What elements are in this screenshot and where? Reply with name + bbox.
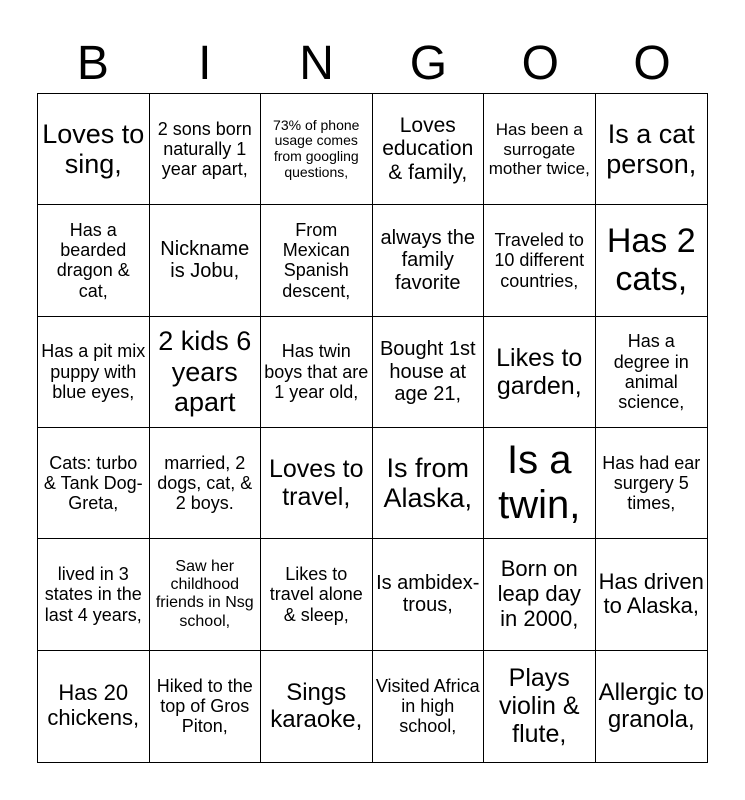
header-letter-o: O	[521, 37, 559, 90]
bingo-cell-r5-c5[interactable]: Allergic to granola,	[598, 679, 704, 734]
bingo-board	[37, 93, 708, 763]
header-letter-i: I	[198, 37, 212, 90]
bingo-cell-r2-c1[interactable]: 2 kids 6 years apart	[150, 317, 262, 428]
header-letter-o-2: O	[633, 37, 671, 90]
bingo-cell-r4-c4[interactable]: Born on leap day in 2000,	[484, 539, 596, 650]
bingo-cell-r1-c3[interactable]: always the family favorite	[373, 205, 485, 316]
bingo-cell-r4-c5[interactable]: Has driven to Alaska,	[596, 539, 708, 650]
bingo-cell-r2-c4[interactable]: Likes to garden,	[484, 317, 596, 428]
bingo-cell-r3-c4[interactable]: Is a twin,	[484, 428, 596, 539]
bingo-cell-r5-c2[interactable]: Sings karaoke,	[261, 651, 373, 762]
bingo-cell-r4-c1[interactable]: Saw her childhood friends in Nsg school,	[150, 539, 262, 650]
bingo-cell-r2-c3[interactable]: Bought 1st house at age 21,	[373, 317, 485, 428]
bingo-cell-r4-c0[interactable]: lived in 3 states in the last 4 years,	[38, 539, 150, 650]
bingo-cell-r1-c1[interactable]: Nickname is Jobu,	[150, 205, 262, 316]
bingo-cell-r1-c5[interactable]: Has 2 cats,	[596, 205, 708, 316]
header-letter-b: B	[76, 37, 109, 90]
bingo-cell-r1-c2[interactable]: From Mexican Spanish descent,	[261, 205, 373, 316]
bingo-cell-r1-c4[interactable]: Traveled to 10 different countries,	[484, 205, 596, 316]
bingo-cell-r3-c1[interactable]: married, 2 dogs, cat, & 2 boys.	[150, 428, 262, 539]
bingo-cell-r0-c1[interactable]: 2 sons born naturally 1 year apart,	[150, 94, 262, 205]
header-letter-g: G	[409, 37, 448, 90]
bingo-cell-r2-c5[interactable]: Has a degree in animal science,	[596, 317, 708, 428]
bingo-cell-r2-c0[interactable]: Has a pit mix puppy with blue eyes,	[38, 317, 150, 428]
bingo-cell-r0-c5[interactable]: Is a cat person,	[596, 94, 708, 205]
bingo-cell-r4-c2[interactable]: Likes to travel alone & sleep,	[261, 539, 373, 650]
bingo-cell-r0-c0[interactable]: Loves to sing,	[38, 94, 150, 205]
bingo-cell-r3-c2[interactable]: Loves to travel,	[261, 428, 373, 539]
bingo-cell-r2-c2[interactable]: Has twin boys that are 1 year old,	[261, 317, 373, 428]
bingo-cell-r0-c3[interactable]: Loves education & family,	[373, 94, 485, 205]
bingo-cell-r1-c0[interactable]: Has a bearded dragon & cat,	[38, 205, 150, 316]
bingo-cell-r3-c5[interactable]: Has had ear surgery 5 times,	[596, 428, 708, 539]
bingo-cell-r5-c4[interactable]: Plays violin & flute,	[484, 651, 596, 762]
header-letter-n: N	[299, 37, 334, 90]
bingo-cell-r5-c3[interactable]: Visited Africa in high school,	[373, 651, 485, 762]
bingo-cell-r5-c0[interactable]: Has 20 chickens,	[38, 651, 150, 762]
bingo-cell-r4-c3[interactable]: Is ambidex- trous,	[373, 539, 485, 650]
bingo-cell-r0-c4[interactable]: Has been a surrogate mother twice,	[484, 94, 596, 205]
bingo-cell-r5-c1[interactable]: Hiked to the top of Gros Piton,	[150, 651, 262, 762]
bingo-cell-r3-c3[interactable]: Is from Alaska,	[373, 428, 485, 539]
bingo-cell-r0-c2[interactable]: 73% of phone usage comes from googling questions,	[261, 94, 373, 205]
bingo-cell-r3-c0[interactable]: Cats: turbo & Tank Dog- Greta,	[38, 428, 150, 539]
bingo-header	[37, 36, 708, 92]
